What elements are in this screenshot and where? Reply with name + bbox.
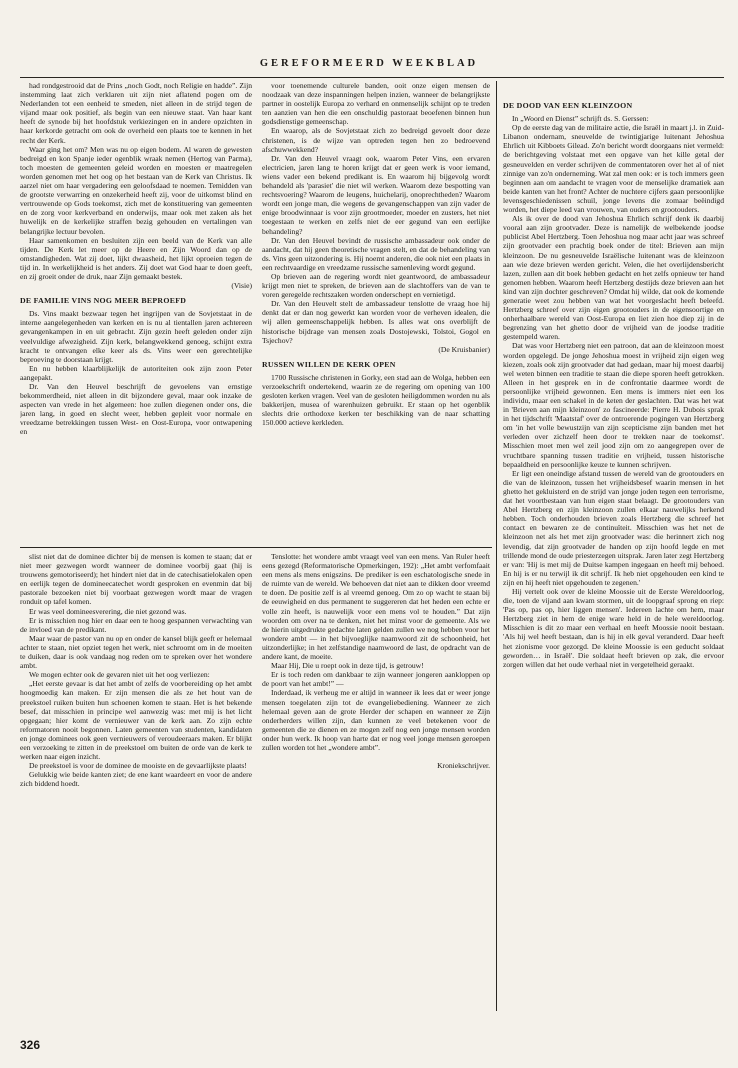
source-citation: (Visie): [231, 281, 252, 291]
masthead-rule: [20, 77, 724, 78]
paragraph: Er was veel domineesverering, die niet gezond was.: [29, 606, 187, 616]
paragraph: Op brieven aan de regering wordt niet geantwoord, de ambassadeur krijgt men niet te spreken, de brieven aan de slachtoffers van de van te voren geregelde rechtszaken worden onderschept en vernietigd.: [262, 271, 490, 300]
column-bottom-middle: [262, 552, 490, 1010]
column-divider-rule: [496, 81, 497, 1011]
column-right: [503, 81, 724, 1011]
paragraph: Er is toch reden om dankbaar te zijn wanneer jongeren aankloppen op de poort van het ambt!” —: [262, 670, 490, 689]
paragraph: Dr. Van den Heuvel beschrijft de gevoelens van ernstige bekommerdheid, niet alleen in dit bijzondere geval, maar ook inzake de aspecten van vrede in het algemeen: hoe zullen diegenen onder ons, die jaren lang, in goed en slecht weer, hebben gepleit voor normale en vreedzame betrekkingen tussen West- en Oost-Europa, voor ontwapening en: [20, 382, 252, 437]
paragraph: En waarop, als de Sovjetstaat zich zo bedreigd gevoelt door deze christenen, is de wijze van optreden tegen hen zo bedroevend afschuwwekkend?: [262, 126, 490, 154]
paragraph: Dat was voor Hertzberg niet een patroon, dat aan de kleinzoon moest worden opgelegd. De jonge Jehoshua moest in vrijheid zijn eigen weg kiezen, zoals ook zijn grootvader dat had gedaan, maar hij moest daarbij wel weten binnen een traditie te staan die diepe sporen heeft getrokken. Alleen in het gesprek en in de confrontatie daarmee wordt de persoonlijke vrijheid gewonnen. Een mens is immers niet een los individu, maar een schakel in de keten der geslachten. Dat was het wat in 'Brieven aan mijn kleinzoon' zo fascineerde: Pierre H. Dubois sprak in het tijdschrift 'Maatstaf' over de ontroerende pogingen van Hertzberg om 'in het volle bewustzijn van zijn scepticisme zijn banden met het verleden over zichzelf heen door te trekken naar de toekomst'. Misschien moet men wel zeil jood zijn om zo aangegrepen over de vruchtbare spanning tussen traditie en vrijheid, tussen historische bepaaldheid en persoonlijke keuze te kunnen schrijven.: [503, 341, 724, 469]
paragraph: slist niet dat de dominee dichter bij de mensen is komen te staan; dat er niet meer gezwegen wordt wanneer de dominee voorbij gaat (hij is trouwens gemotoriseerd); het hindert niet dat in de catechisatielokalen open en eerlijk tegen de domineecatechet wordt gesproken en evenmin dat bij pastorale bezoeken niet bij voorbaat gezwegen wordt maar de vragen ronduit op tafel komen.: [20, 552, 252, 607]
column-top-left: [20, 81, 252, 544]
paragraph: Er ligt een oneindige afstand tussen de wereld van de grootouders en die van de kleinzoon, tussen het vrijheidsbesef waarin mensen in het ghetto het gekluisterd en de strijd van jonge joden tegen een terrorisme, dat het voortbestaan van hun eigen staat belaagt. De grootouders van Abel Hertzberg en zijn kleinzoon zullen elkaar nauwelijks herkend hebben. Toch onderhouden brieven zoals Hertzberg die schreef het contact en bewaren ze de continuïteit. Misschien was het net de kleinzoon net als het met zijn grootvader was: die herinnert zich nog levendig, dat zijn grootvader de handen op zijn hoofd legde en met trillende mond de oude priesterzegen uitsprak. Jaren later zegt Hertzberg er van: 'Hij is met mij de Duitse kampen ingegaan en heeft mij behoed. En hij is er nu terwijl ik dit schrijf. Ik heb niet opgehouden een kind te zijn en hij heeft niet opgehouden te zegenen.': [503, 468, 724, 587]
page-number: 326: [20, 1038, 41, 1052]
paragraph: voor toenemende culturele banden, ooit onze eigen mensen de noodzaak van deze inspanningen helpen inzien, wanneer de belangrijkste partner in oostelijk Europa zo verhard en onmenselijk schijnt op te treden ten aanzien van hen die een onschuldig pastoraat beoefenen binnen hun godsdienstige gemeenschap.: [262, 81, 490, 127]
paragraph: Haar samenkomen en besluiten zijn een beeld van de Kerk van alle tijden. De Kerk let meer op de Heere en Zijn Woord dan op de omstandigheden. Wat zij doet, lijkt dwaasheid, het lijkt oproeien tegen de tijd in. In werkelijkheid is het anders. Zij doet wat God haar te doen geeft, en zij groeit onder de druk, naar Zijn gemaakt bestek.: [20, 235, 252, 281]
author-signature: Kroniekschrijver.: [437, 761, 490, 771]
paragraph: Op de eerste dag van de militaire actie, die Israël in maart j.l. in Zuid-Libanon ondernam, sneuvelde de twintigjarige luitenant Jehoshua Ehrlich uit Kibboets Gilead. Zo'n bericht wordt doorgaans niet vermeld: de berichtgeving volstaat met een opgave van het kille getal der gesneuvelden en verder schrijven de commentatoren over het al of niet zinnige van zo'n onderneming. Wat zal men ook: er is toch immers geen beginnen aan om aandacht te vragen voor de menselijke dramatiek aan beide kanten van het front? Achter de nuchtere cijfers gaan persoonlijke levensgeschiedenissen schuil, jonge levens die zomaar beëindigd worden, het diepe leed van vrouwen, van ouders en grootouders.: [503, 123, 724, 215]
paragraph: Hij vertelt ook over de kleine Moossie uit de Eerste Wereldoorlog, die, toen de vijand aan kwam stormen, uit de loopgraaf sprong en riep: 'Pas op, pas op, hier liggen mensen'. Iedereen lachte om hem, maar Hertzberg ziet in hem de enige ware held in de hele wereldoorlog. Misschien is dit zo maar een verhaal en heeft Moossie nooit bestaan. 'Als hij wel heeft bestaan, dan is hij in elk geval veranderd. Daar heeft het zionisme voor gezorgd. De kleine Moossie is een geducht soldaat geworden… in Israël'. Die soldaat heeft brieven op zak, die ervoor zorgen willen dat het oude verhaal niet in vergetelheid geraakt.: [503, 586, 724, 669]
paragraph: Maar waar de pastor van nu op en onder de kansel blijk geeft er helemaal achter te staan, niet opziet tegen het werk, niet schroomt om in de moeiten te duiken, daar is ook vandaag nog reden om te spreken over het wondere ambt.: [20, 633, 252, 671]
source-citation: (De Kruisbanier): [438, 344, 490, 354]
paragraph: Dr. Van den Heuvel vraagt ook, waarom Peter Vins, een ervaren electricien, jaren lang te horen krijgt dat er geen werk is voor iemand, wiens vader een bekend predikant is. En waarom hij bijgevolg wordt behandeld als 'parasiet' die niet wil werken. Waarom deze bespotting van rechtsvoering? Waarom de leugens, huichelarij, onoprechtheden? Waarom wordt een jonge man, die wegens de gevangenschappen van zijn vader de enige broodwinnaar is voor zijn grootmoeder, moeder en zusters, het niet toegestaan te werken en zelfs niet de eer gegund van een eerlijke behandeling?: [262, 153, 490, 236]
paragraph: „Het eerste gevaar is dat het ambt of zelfs de voorbereiding op het ambt hoogmoedig kan maken. Er zijn mensen die als ze het hout van de preekstoel ruiken buiten hun schoenen komen te staan. Het is het bekende besef, dat misschien in principe wel aanwezig was: met mij is het licht opgegaan; hier komt de vernieuwer van de kerk aan. Zo zijn echte reformatoren nooit begonnen. Laten gemeenten van studenten, kandidaten en jonge dominees ook geen vernieuwers of veroudeeraars maken. Er blijkt een verzoeking te zitten in de preekstoel om buiten de orde van de kerk te werken naar eigen inzicht.: [20, 679, 252, 762]
paragraph: Dr. Van den Heuvelt stelt de ambassadeur tenslotte de vraag hoe hij denkt dat er dan nog gewerkt kan worden voor de verheven idealen, die wij allen gemeenschappelijk hebben. Is alles wat ons overblijft de historische bijdrage van mensen zoals Dostojewski, Tolstoi, Gogol en Tsjechov?: [262, 299, 490, 345]
paragraph: Inderdaad, ik verheug me er altijd in wanneer ik lees dat er weer jonge mensen toegelaten zijn tot de evangeliebediening. Wanneer ze zich helemaal geven aan de grote Herder der schapen en wanneer ze Zijn onderherders willen zijn, dan kunnen ze veel betekenen voor de gemeenten die ze dienen en ze mogen zelf nog een jonge mensen worden onder hun werk. Ik hoop van harte dat er nog veel jonge mensen geroepen zullen worden tot het „wondere ambt”.: [262, 688, 490, 752]
paragraph: De preekstoel is voor de dominee de mooiste en de gevaarlijkste plaats!: [29, 761, 247, 771]
section-heading-familie-vins: DE FAMILIE VINS NOG MEER BEPROEFD: [20, 296, 187, 306]
column-bottom-left: [20, 552, 252, 1010]
paragraph: Tenslotte: het wondere ambt vraagt veel van een mens. Van Ruler heeft eens gezegd (Reformatorische Opmerkingen, 192): „Het ambt verfomfaait een mens als mens enigszins. De prediker is een eschatologische snede in de ruimte van de wereld. We behoeven dat niet aan te dikken door vreemd te doen. De positie zelf is al vreemd genoeg. Om zo op wacht te staan bij de eeuwigheid en dus permanent te suggereren dat het heden een echte er volle zin heeft, is nauwelijk voor een mens vol te houden.” Dat zijn woorden om over na te denken, niet het minst voor de gemeente. Als we de hierin uitgedrukte gedachte laten gelden zullen we nog hebben voor het wondere ambt — in het bijvoeglijke naamwoord zit de schoonheid, het uitzonderlijke; in het zelfstandige naamwoord de last, de opdracht van de andere kant, de moeite.: [262, 552, 490, 662]
masthead: GEREFORMEERD WEEKBLAD: [259, 58, 479, 69]
paragraph: Maar Hij, Die u roept ook in deze tijd, is getrouw!: [271, 661, 424, 671]
paragraph: Er is misschien nog hier en daar een te hoog gespannen verwachting van de invloed van de predikant.: [20, 615, 252, 634]
paragraph: Als ik over de dood van Jehoshua Ehrlich schrijf denk ik daarbij vooral aan zijn grootvader. Deze is namelijk de welbekende joodse publicist Abel Hertzberg. Toen Jehoshua nog maar acht jaar was schreef zijn grootvader een prachtig boek onder de titel: Brieven aan mijn kleinzoon. De nu gesneuvelde Israëlische luitenant was de kleinzoon aan wie deze brieven werden gericht. Velen, die het overlijdensbericht lazen, zullen aan dit boek hebben gedacht en het zelfs opnieuw ter hand genomen hebben. Waarom heeft Hertzberg destijds deze brieven aan het kind van zijn dochter geschreven? Omdat hij wilde, dat ook de komende generatie weet zou hebben van wat het voorgeslacht heeft beleefd. Hertzberg schreef over zijn eigen grootouders in de eigensoortige en onherhaalbare wereld van Oost-Europa en liet zien hoe diep zij in de begrenzing van het ghetto door de vrijheid van de joodse traditie gestempeld waren.: [503, 214, 724, 342]
paragraph: Waar ging het om? Men was nu op eigen bodem. Al waren de gewesten bedreigd en kon Spanje ieder ogenblik wraak nemen (Hertog van Parma), toch moesten de gemeenten geleid worden en moesten er maatregelen worden genomen met het oog op het bestaan van de Kerk van Christus. Ik aarzel niet om haar vergadering een geloofsdaad te noemen. Temidden van de grootste verwarring en onzekerheid heeft zij, voor de uitkomst blind en vertrouwende op Gods toekomst, zich met de konstituering van gemeenten en de zorg voor kerkverband en onderwijs, maar ook met zaken als het huwelijk en de kerkelijke straffen bezig gehouden en vertalingen van belangrijke lectuur bevolen.: [20, 144, 252, 236]
paragraph: In „Woord en Dienst” schrijft ds. S. Gerssen:: [512, 114, 649, 124]
paragraph: En nu hebben klaarblijkelijk de autoriteiten ook zijn zoon Peter aangepakt.: [20, 363, 252, 382]
paragraph: 1700 Russische christenen in Gorky, een stad aan de Wolga, hebben een verzoekschrift ondertekend, waarin ze de regering om opening van 100 gesloten kerken vragen. Veel van de gesloten heiligdommen worden nu als bakkerijen, musea of warenhuizen gebruikt. Er staan op het ogenblik slechts drie orthodoxe kerken ter beschikking van de naar schatting 150.000 actieve kerkleden.: [262, 372, 490, 428]
paragraph: Gelukkig wie beide kanten ziet; de ene kant waardeert en voor de andere zich biddend hoedt.: [20, 770, 252, 789]
paragraph: had rondgestrooid dat de Prins „noch Godt, noch Religie en hadde”. Zijn instemming laat zich verklaren uit zijn niet aflatend pogen om de Nederlanden tot een eenheid te smeden, niet alleen in de strijd tegen de vijand maar ook positief, als begin van een nieuwe staat. Van haar kant heeft de synode bij het hoofdstuk verkiezingen en in andere opzichten in haar kerkorde getracht om ook de overheid een plaats toe te kennen in het recht der Kerk.: [20, 81, 252, 145]
section-heading-dood-kleinzoon: DE DOOD VAN EEN KLEINZOON: [503, 101, 633, 110]
column-top-middle: [262, 81, 490, 544]
paragraph: Dr. Van den Heuvel bevindt de russische ambassadeur ook onder de aandacht, dat hij geen theoretische vragen stelt, en dat de behandeling van ds. Vins geen uitzondering is. Hij noemt anderen, die ook niet een plaats in een rechtvaardige en vreedzame russische samenleving wordt gegund.: [262, 235, 490, 272]
paragraph: Ds. Vins maakt bezwaar tegen het ingrijpen van de Sovjetstaat in de interne aangelegenheden van kerken en is nu al tientallen jaren achtereen gevangenkampen in en uit gebracht. Zijn gezin heeft geleden onder zijn veelvuldige afwezigheid. Zijn kerk, belangwekkend genoeg, schijnt extra kracht te ontvangen elke keer als ds. Vins weer een gerechtelijke beproeving te doorstaan krijgt.: [20, 309, 252, 364]
section-divider-rule: [20, 547, 492, 548]
section-heading-russen-kerk: RUSSEN WILLEN DE KERK OPEN: [262, 359, 396, 369]
paragraph: We mogen echter ook de gevaren niet uit het oog verliezen:: [29, 670, 210, 680]
